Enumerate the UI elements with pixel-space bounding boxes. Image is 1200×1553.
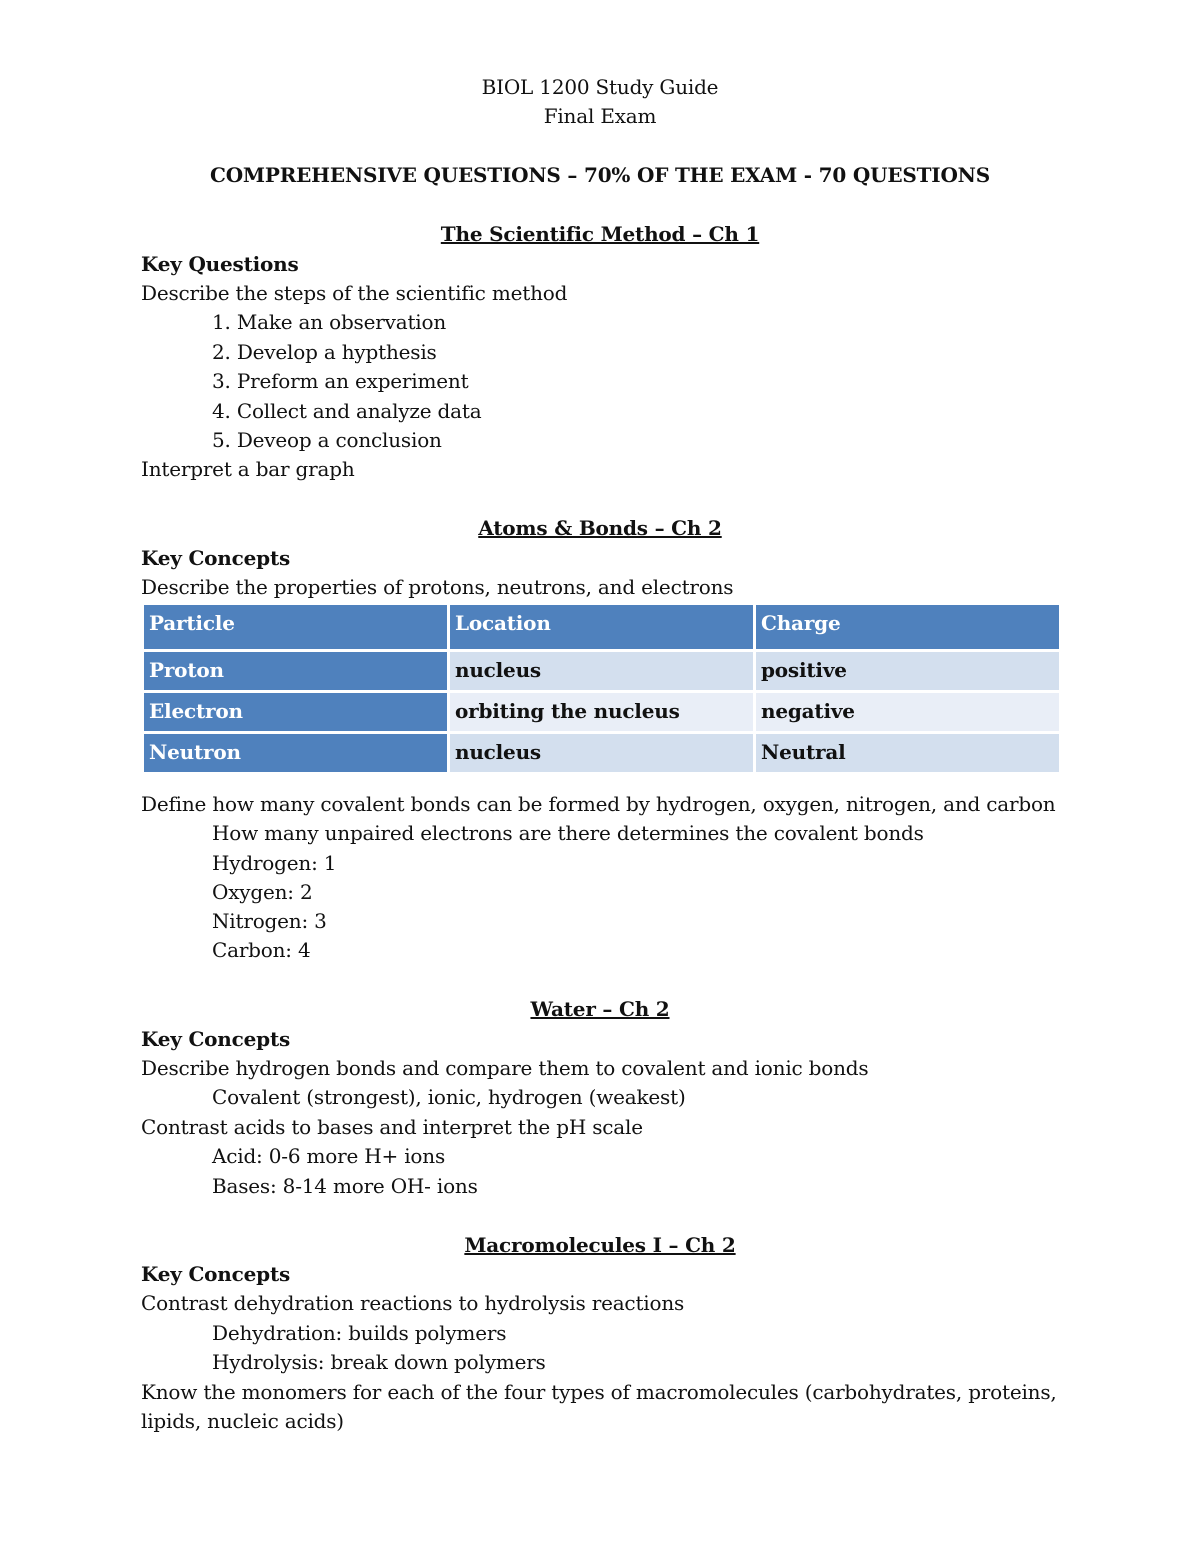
question-text: Contrast acids to bases and interpret the pH scale [141, 1115, 643, 1139]
section-heading-water: Water – Ch 2 [530, 997, 670, 1021]
answer-text: Acid: 0-6 more H+ ions [212, 1144, 446, 1168]
key-concepts-label: Key Concepts [141, 1262, 291, 1286]
list-item: 1. Make an observation [212, 310, 446, 334]
question-text: Define how many covalent bonds can be formed by hydrogen, oxygen, nitrogen, and carbon [141, 792, 1056, 816]
column-header: Charge [756, 605, 1059, 649]
question-text: Contrast dehydration reactions to hydrolysis reactions [141, 1291, 685, 1315]
column-header: Particle [144, 605, 447, 649]
key-concepts-label: Key Concepts [141, 546, 291, 570]
table-cell: positive [756, 652, 1059, 690]
document-title: BIOL 1200 Study Guide [481, 75, 719, 99]
answer-text: Hydrolysis: break down polymers [212, 1350, 546, 1374]
list-item: 5. Deveop a conclusion [212, 428, 442, 452]
key-concepts-label: Key Concepts [141, 1027, 291, 1051]
row-header-cell: Proton [144, 652, 447, 690]
list-item: 2. Develop a hypthesis [212, 340, 437, 364]
document-subtitle: Final Exam [543, 104, 657, 128]
exam-banner: COMPREHENSIVE QUESTIONS – 70% OF THE EXAM - 70 QUESTIONS [209, 163, 991, 187]
question-text: Describe the properties of protons, neutrons, and electrons [141, 575, 734, 599]
question-text: Interpret a bar graph [141, 457, 355, 481]
answer-text: Covalent (strongest), ionic, hydrogen (weakest) [212, 1085, 686, 1109]
table-cell: orbiting the nucleus [450, 693, 753, 731]
section-heading-atoms-bonds: Atoms & Bonds – Ch 2 [478, 516, 722, 540]
question-text: Know the monomers for each of the four types of macromolecules (carbohydrates, proteins, [141, 1380, 1057, 1404]
section-heading-macromolecules: Macromolecules I – Ch 2 [464, 1233, 736, 1257]
answer-text: Bases: 8-14 more OH- ions [212, 1174, 478, 1198]
table-cell: negative [756, 693, 1059, 731]
question-text: Describe the steps of the scientific method [141, 281, 568, 305]
question-text: Describe hydrogen bonds and compare them to covalent and ionic bonds [141, 1056, 869, 1080]
table-row [144, 693, 1059, 731]
table-cell: Neutral [756, 734, 1059, 772]
answer-text: Oxygen: 2 [212, 880, 313, 904]
row-header-cell: Neutron [144, 734, 447, 772]
answer-text: Dehydration: builds polymers [212, 1321, 507, 1345]
answer-text: Carbon: 4 [212, 938, 311, 962]
particle-table [141, 602, 1062, 775]
table-cell: nucleus [450, 652, 753, 690]
list-item: 4. Collect and analyze data [212, 399, 482, 423]
table-row [144, 652, 1059, 690]
list-item: 3. Preform an experiment [212, 369, 469, 393]
section-heading-scientific-method: The Scientific Method – Ch 1 [440, 222, 760, 246]
table-cell: nucleus [450, 734, 753, 772]
column-header: Location [450, 605, 753, 649]
table-header-row [144, 605, 1059, 649]
answer-text: Nitrogen: 3 [212, 909, 327, 933]
question-text-continued: lipids, nucleic acids) [141, 1409, 344, 1433]
answer-text: Hydrogen: 1 [212, 851, 337, 875]
table-row [144, 734, 1059, 772]
row-header-cell: Electron [144, 693, 447, 731]
answer-text: How many unpaired electrons are there determines the covalent bonds [212, 821, 924, 845]
key-questions-label: Key Questions [141, 252, 299, 276]
